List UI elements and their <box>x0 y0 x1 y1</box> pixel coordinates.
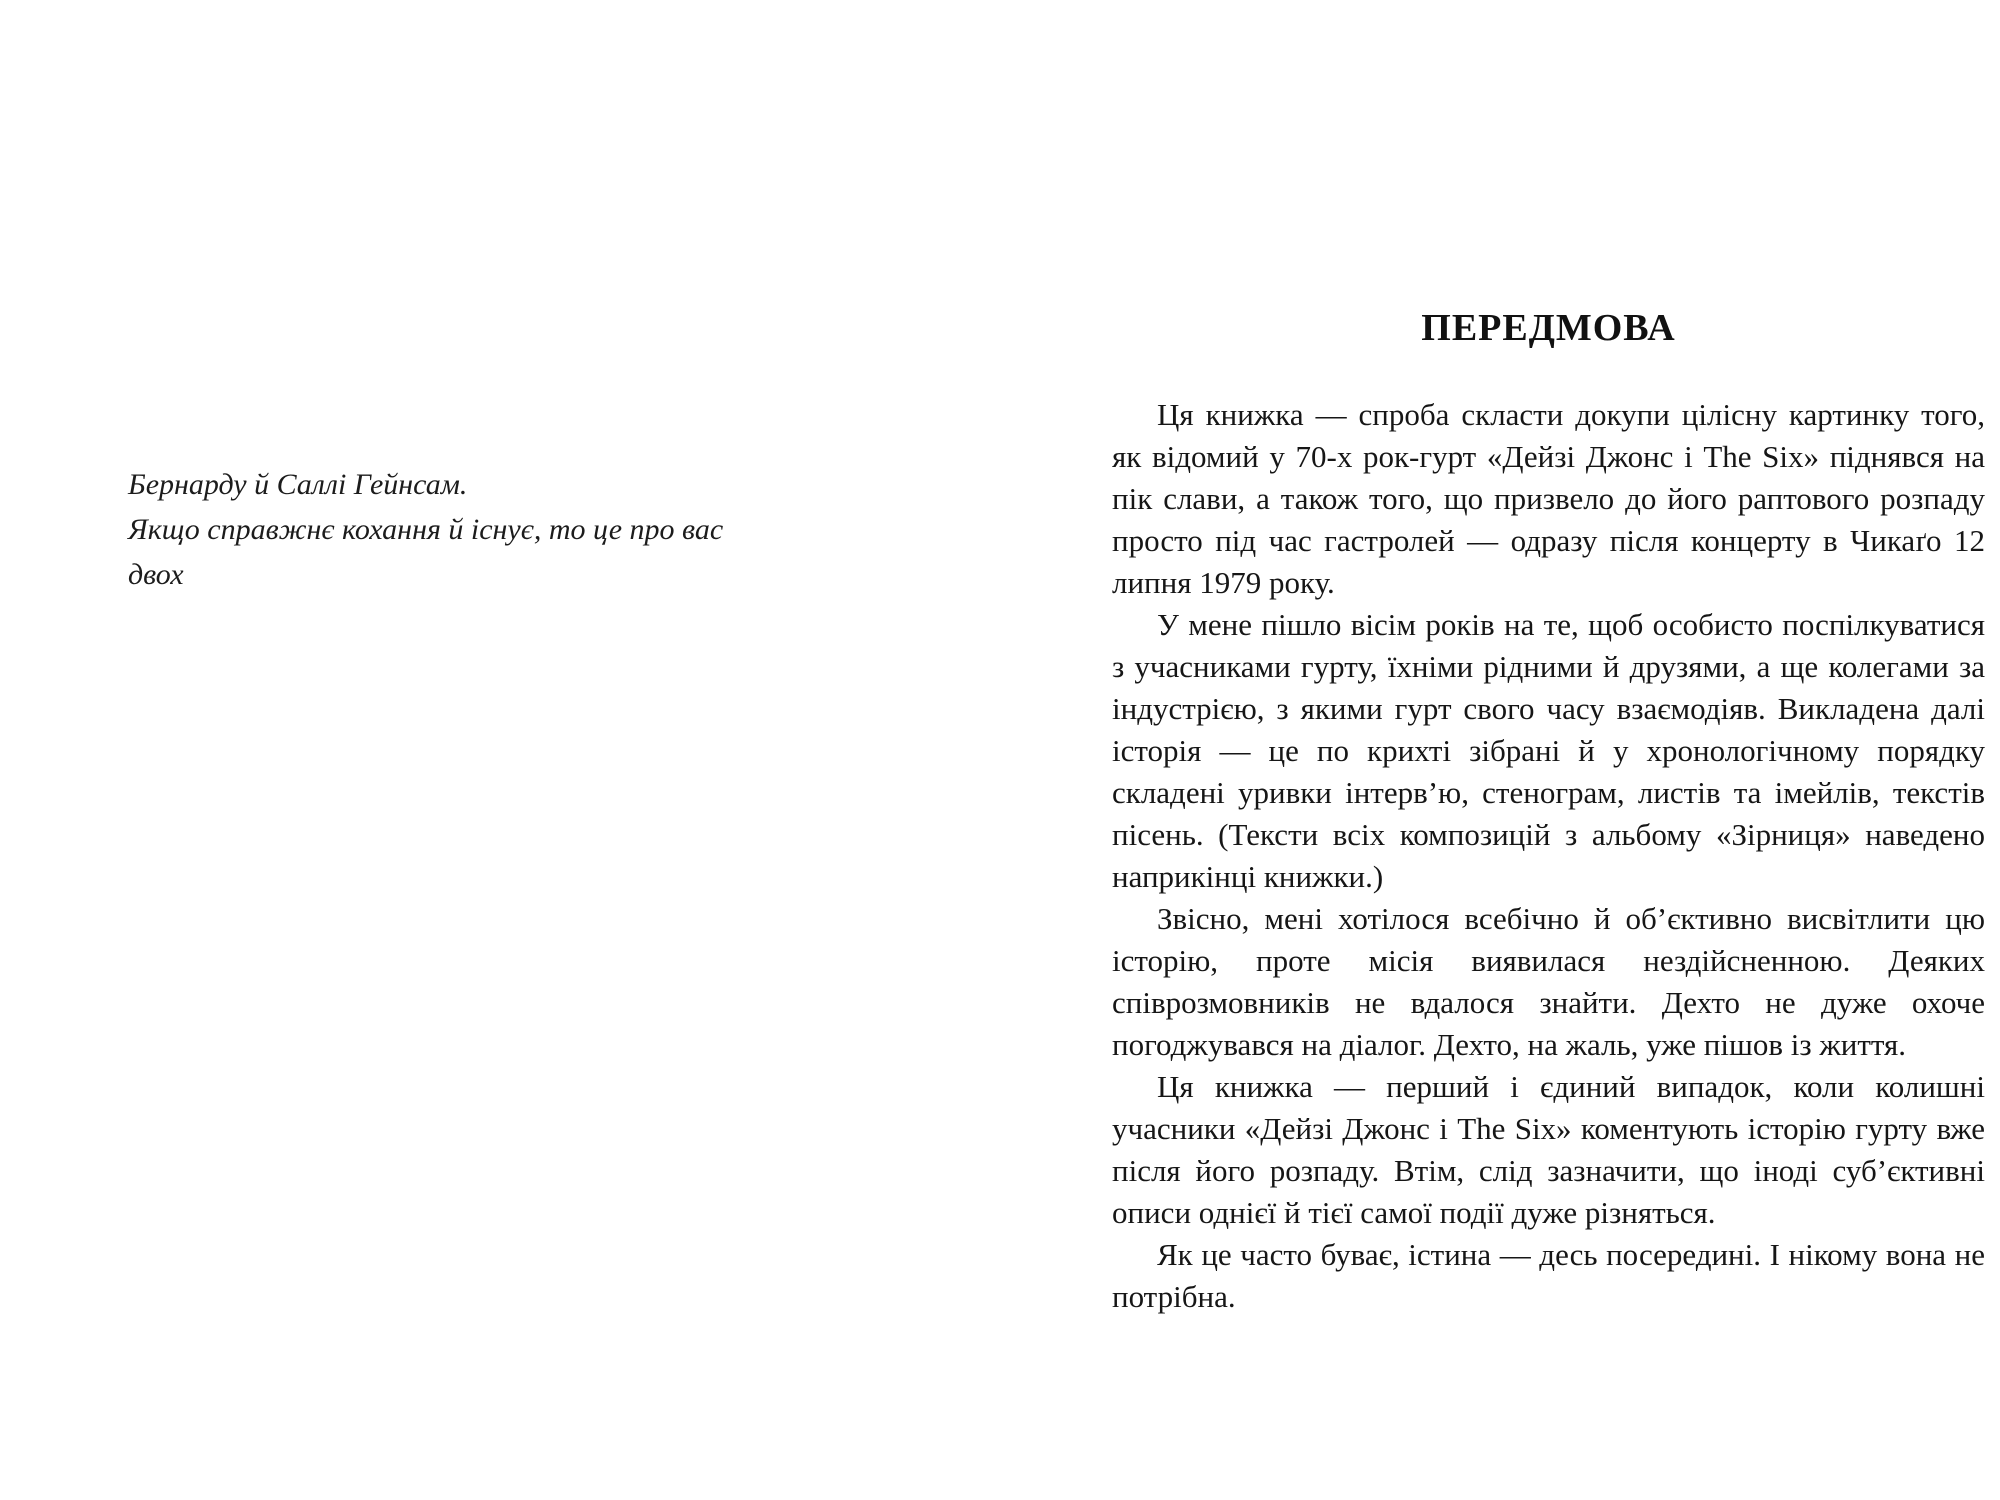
dedication-line-2: Якщо справжнє кохання й існує, то це про вас двох <box>128 513 724 591</box>
dedication <box>128 462 748 597</box>
paragraph-1: Ця книжка — спроба скласти докупи цілісну картинку того, як відомий у 70-х рок-гурт «Дейзі Джонс і The Six» піднявся на пік слави, а також того, що призвело до його раптового розпаду просто під час гастролей — одразу після концерту в Чикаґо 12 липня 1979 року. <box>1112 397 1985 600</box>
paragraph-4: Ця книжка — перший і єдиний випадок, коли колишні учасники «Дейзі Джонс і The Six» коментують історію гурту вже після його розпаду. Втім, слід зазначити, що іноді суб’єктивні описи однієї й тієї самої події дуже різняться. <box>1112 1069 1985 1230</box>
chapter-title: ПЕРЕДМОВА <box>1421 307 1676 349</box>
paragraph-2: У мене пішло вісім років на те, щоб особисто поспілкуватися з учасниками гурту, їхніми рідними й друзями, а ще колегами за індустрією, з якими гурт свого часу взаємодіяв. Викладена далі історія — це по крихті зібрані й у хронологічному порядку складені уривки інтерв’ю, стенограм, листів та імейлів, текстів пісень. (Тексти всіх композицій з альбому «Зірниця» наведено наприкінці книжки.) <box>1112 607 1985 894</box>
paragraph-5: Як це часто буває, істина — десь посередині. І нікому вона не потрібна. <box>1112 1237 1985 1314</box>
paragraph-3: Звісно, мені хотілося всебічно й об’єктивно висвітлити цю історію, проте місія виявилася нездійсненною. Деяких співрозмовників не вдалося знайти. Дехто не дуже охоче погоджувався на діалог. Дехто, на жаль, уже пішов із життя. <box>1112 901 1985 1062</box>
dedication-line-1: Бернарду й Саллі Гейнсам. <box>128 468 468 501</box>
right-page <box>1000 0 2000 1500</box>
preface-section <box>1112 306 1985 1318</box>
